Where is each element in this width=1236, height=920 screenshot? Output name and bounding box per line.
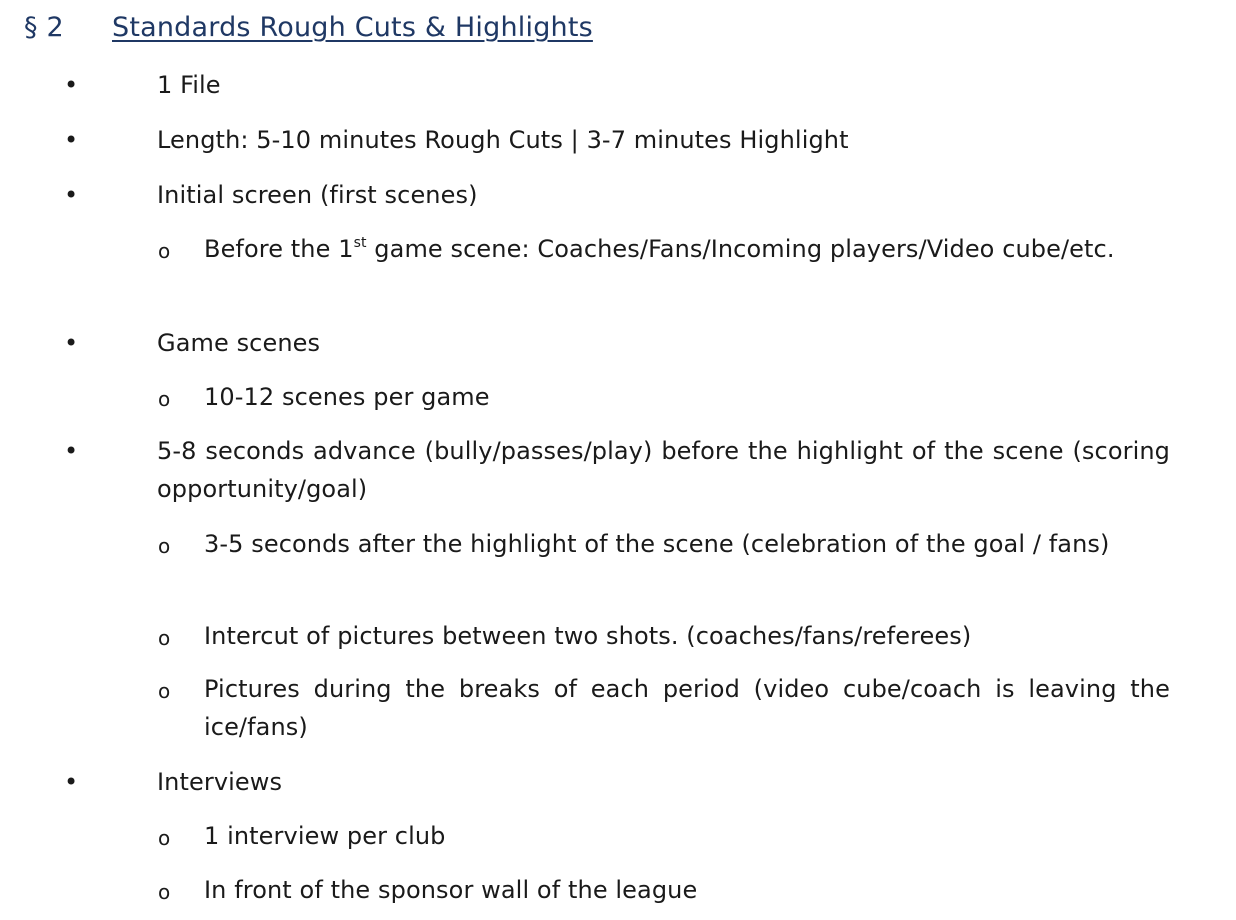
list-item bbox=[64, 121, 1170, 159]
sub-item-text: 10-12 scenes per game bbox=[204, 383, 490, 411]
sub-item-text: 3-5 seconds after the highlight of the scene (celebration of the goal / fans) bbox=[204, 530, 1110, 558]
list-item-text: Initial screen (first scenes) bbox=[157, 181, 478, 209]
list-item bbox=[64, 66, 1170, 104]
circle-bullet-icon: o bbox=[158, 534, 171, 558]
sub-item-text: Before the 1 bbox=[204, 235, 354, 263]
sub-list-item bbox=[158, 817, 1170, 855]
sub-item-text: Intercut of pictures between two shots. (coaches/fans/referees) bbox=[204, 622, 972, 650]
circle-bullet-icon: o bbox=[158, 679, 171, 703]
section-heading bbox=[24, 10, 593, 46]
list-item-text: 5-8 seconds advance (bully/passes/play) before the highlight of the scene (scoring opportunity/goal) bbox=[157, 437, 1170, 503]
sub-item-text: game scene: Coaches/Fans/Incoming players/Video cube/etc. bbox=[366, 235, 1115, 263]
sub-list-item bbox=[158, 378, 1170, 416]
list-item-text: Interviews bbox=[157, 768, 283, 796]
circle-bullet-icon: o bbox=[158, 826, 171, 850]
sub-item-text: 1 interview per club bbox=[204, 822, 446, 850]
circle-bullet-icon: o bbox=[158, 239, 171, 263]
bullet-icon: • bbox=[64, 329, 79, 357]
bullet-icon: • bbox=[64, 71, 79, 99]
sub-list-item bbox=[158, 525, 1170, 563]
sub-list-item bbox=[158, 670, 1170, 746]
sub-item-text: Pictures during the breaks of each period (video cube/coach is leaving the ice/fans) bbox=[204, 675, 1170, 741]
bullet-icon: • bbox=[64, 126, 79, 154]
bullet-icon: • bbox=[64, 437, 79, 465]
bullet-icon: • bbox=[64, 181, 79, 209]
sub-list-item bbox=[158, 617, 1170, 655]
circle-bullet-icon: o bbox=[158, 880, 171, 904]
list-item bbox=[64, 432, 1170, 508]
ordinal-suffix: st bbox=[353, 235, 367, 251]
circle-bullet-icon: o bbox=[158, 387, 171, 411]
list-item bbox=[64, 324, 1170, 362]
sub-list-item bbox=[158, 230, 1170, 268]
circle-bullet-icon: o bbox=[158, 626, 171, 650]
section-title: Standards Rough Cuts & Highlights bbox=[112, 12, 593, 43]
bullet-icon: • bbox=[64, 768, 79, 796]
list-item-text: Length: 5-10 minutes Rough Cuts | 3-7 minutes Highlight bbox=[157, 126, 849, 154]
list-item-text: Game scenes bbox=[157, 329, 321, 357]
list-item bbox=[64, 763, 1170, 801]
sub-list-item bbox=[158, 871, 1170, 909]
list-item bbox=[64, 176, 1170, 214]
section-number: § 2 bbox=[24, 12, 64, 43]
list-item-text: 1 File bbox=[157, 71, 221, 99]
sub-item-text: In front of the sponsor wall of the league bbox=[204, 876, 698, 904]
